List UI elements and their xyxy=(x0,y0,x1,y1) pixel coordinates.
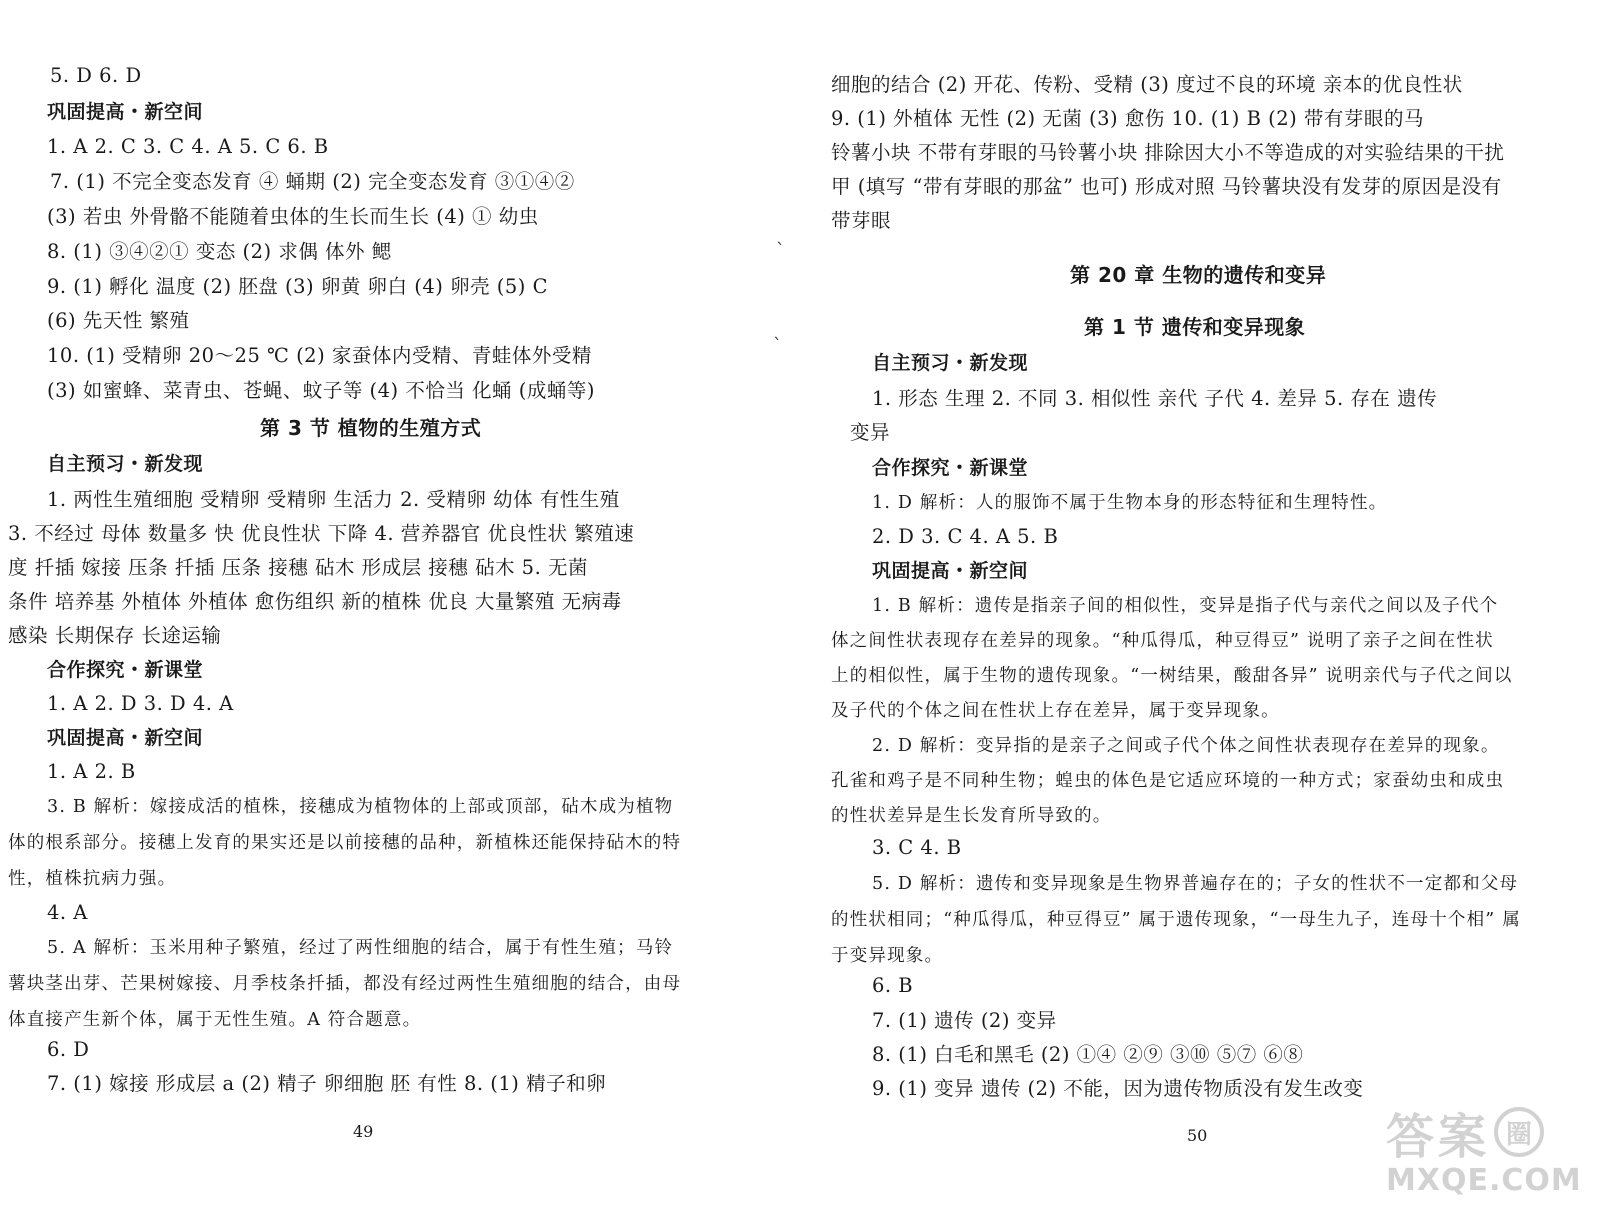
answer-line: 8. (1) ③④②① 变态 (2) 求偶 体外 鳃 xyxy=(47,240,392,263)
explanation-line: 性，植株抗病力强。 xyxy=(8,869,177,889)
answer-line: 2. D 3. C 4. A 5. B xyxy=(872,525,1059,548)
answer-line: 5. D 6. D xyxy=(50,64,142,87)
answer-line: 甲 (填写 “带有芽眼的那盆” 也可) 形成对照 马铃薯块没有发芽的原因是没有 xyxy=(831,175,1502,198)
explanation-line: 于变异现象。 xyxy=(831,946,944,966)
chapter-title: 第 20 章 生物的遗传和变异 xyxy=(1070,263,1327,287)
section-heading: 合作探究・新课堂 xyxy=(47,659,204,681)
section-heading: 巩固提高・新空间 xyxy=(47,101,204,123)
watermark-text: 答案 xyxy=(1386,1108,1491,1165)
explanation-line: 体之间性状表现存在差异的现象。“种瓜得瓜，种豆得豆” 说明了亲子之间在性状 xyxy=(831,631,1494,651)
section-heading: 巩固提高・新空间 xyxy=(872,560,1029,582)
watermark-circle-icon: 圈 xyxy=(1494,1107,1544,1157)
answer-line: 6. B xyxy=(872,974,914,997)
explanation-line: 孔雀和鸡子是不同种生物；蝗虫的体色是它适应环境的一种方式；家蚕幼虫和成虫 xyxy=(831,771,1505,791)
explanation-line: 3. B 解析：嫁接成活的植株，接穗成为植物体的上部或顶部，砧木成为植物 xyxy=(47,797,674,817)
section-heading: 自主预习・新发现 xyxy=(872,352,1029,374)
answer-line: 4. A xyxy=(47,901,88,924)
section-title: 第 1 节 遗传和变异现象 xyxy=(1084,315,1306,339)
answer-line: 条件 培养基 外植体 外植体 愈伤组织 新的植株 优良 大量繁殖 无病毒 xyxy=(8,590,622,613)
explanation-line: 薯块茎出芽、芒果树嫁接、月季枝条扦插，都没有经过两性生殖细胞的结合，由母 xyxy=(8,974,682,994)
explanation-line: 的性状差异是生长发育所导致的。 xyxy=(831,806,1112,826)
answer-line: 7. (1) 不完全变态发育 ④ 蛹期 (2) 完全变态发育 ③①④② xyxy=(50,170,575,193)
watermark-url: MXQE.COM xyxy=(1386,1163,1582,1198)
answer-line: 7. (1) 遗传 (2) 变异 xyxy=(872,1009,1057,1032)
right-page xyxy=(800,0,1600,1219)
answer-line: 带芽眼 xyxy=(831,209,892,232)
explanation-line: 上的相似性，属于生物的遗传现象。“一树结果，酸甜各异” 说明亲代与子代之间以 xyxy=(831,666,1513,686)
explanation-line: 体直接产生新个体，属于无性生殖。A 符合题意。 xyxy=(8,1010,422,1030)
scan-mark: ˋ xyxy=(773,335,782,356)
answer-line: 6. D xyxy=(47,1038,90,1061)
answer-line: 9. (1) 孵化 温度 (2) 胚盘 (3) 卵黄 卵白 (4) 卵壳 (5) C xyxy=(47,275,549,298)
section-heading: 合作探究・新课堂 xyxy=(872,457,1029,479)
answer-line: 1. 形态 生理 2. 不同 3. 相似性 亲代 子代 4. 差异 5. 存在 遗传 xyxy=(872,387,1438,410)
answer-line: 变异 xyxy=(850,421,891,444)
answer-line: 1. A 2. C 3. C 4. A 5. C 6. B xyxy=(47,135,329,158)
answer-line: 1. 两性生殖细胞 受精卵 受精卵 生活力 2. 受精卵 幼体 有性生殖 xyxy=(47,488,620,511)
answer-line: 感染 长期保存 长途运输 xyxy=(8,624,222,647)
explanation-line: 的性状相同；“种瓜得瓜，种豆得豆” 属于遗传现象，“一母生九子，连母十个相” 属 xyxy=(831,910,1521,930)
answer-line: 度 扦插 嫁接 压条 扦插 压条 接穗 砧木 形成层 接穗 砧木 5. 无菌 xyxy=(8,556,588,579)
answer-line: 9. (1) 外植体 无性 (2) 无菌 (3) 愈伤 10. (1) B (2) 带有芽眼的马 xyxy=(831,107,1424,130)
page-number: 50 xyxy=(1187,1126,1208,1145)
watermark-logo xyxy=(1386,1101,1586,1211)
explanation-line: 1. D 解析：人的服饰不属于生物本身的形态特征和生理特性。 xyxy=(872,493,1388,513)
answer-line: 细胞的结合 (2) 开花、传粉、受精 (3) 度过不良的环境 亲本的优良性状 xyxy=(831,73,1463,96)
answer-line: 8. (1) 白毛和黑毛 (2) ①④ ②⑨ ③⑩ ⑤⑦ ⑥⑧ xyxy=(872,1043,1304,1066)
explanation-line: 5. A 解析：玉米用种子繁殖，经过了两性细胞的结合，属于有性生殖；马铃 xyxy=(47,938,674,958)
answer-line: (3) 如蜜蜂、菜青虫、苍蝇、蚊子等 (4) 不恰当 化蛹 (成蛹等) xyxy=(47,379,595,402)
explanation-line: 1. B 解析：遗传是指亲子间的相似性，变异是指子代与亲代之间以及子代个 xyxy=(872,596,1499,616)
answer-line: 1. A 2. B xyxy=(47,760,136,783)
explanation-line: 及子代的个体之间在性状上存在差异，属于变异现象。 xyxy=(831,701,1280,721)
answer-line: (3) 若虫 外骨骼不能随着虫体的生长而生长 (4) ① 幼虫 xyxy=(47,205,539,228)
explanation-line: 体的根系部分。接穗上发育的果实还是以前接穗的品种，新植株还能保持砧木的特 xyxy=(8,833,682,853)
answer-line: 10. (1) 受精卵 20～25 ℃ (2) 家蚕体内受精、青蛙体外受精 xyxy=(47,344,592,367)
explanation-line: 2. D 解析：变异指的是亲子之间或子代个体之间性状表现存在差异的现象。 xyxy=(872,736,1500,756)
section-title: 第 3 节 植物的生殖方式 xyxy=(260,416,482,440)
answer-line: 9. (1) 变异 遗传 (2) 不能，因为遗传物质没有发生改变 xyxy=(872,1077,1364,1100)
answer-line: 3. C 4. B xyxy=(872,836,962,859)
section-heading: 自主预习・新发现 xyxy=(47,453,204,475)
section-heading: 巩固提高・新空间 xyxy=(47,727,204,749)
explanation-line: 5. D 解析：遗传和变异现象是生物界普遍存在的；子女的性状不一定都和父母 xyxy=(872,874,1519,894)
answer-line: 3. 不经过 母体 数量多 快 优良性状 下降 4. 营养器官 优良性状 繁殖速 xyxy=(8,522,635,545)
answer-line: 1. A 2. D 3. D 4. A xyxy=(47,692,234,715)
answer-line: 铃薯小块 不带有芽眼的马铃薯小块 排除因大小不等造成的对实验结果的干扰 xyxy=(831,141,1505,164)
answer-line: 7. (1) 嫁接 形成层 a (2) 精子 卵细胞 胚 有性 8. (1) 精子和卵 xyxy=(47,1072,607,1095)
page-number: 49 xyxy=(353,1122,374,1141)
answer-line: (6) 先天性 繁殖 xyxy=(47,309,190,332)
scan-mark: ˋ xyxy=(776,240,785,261)
